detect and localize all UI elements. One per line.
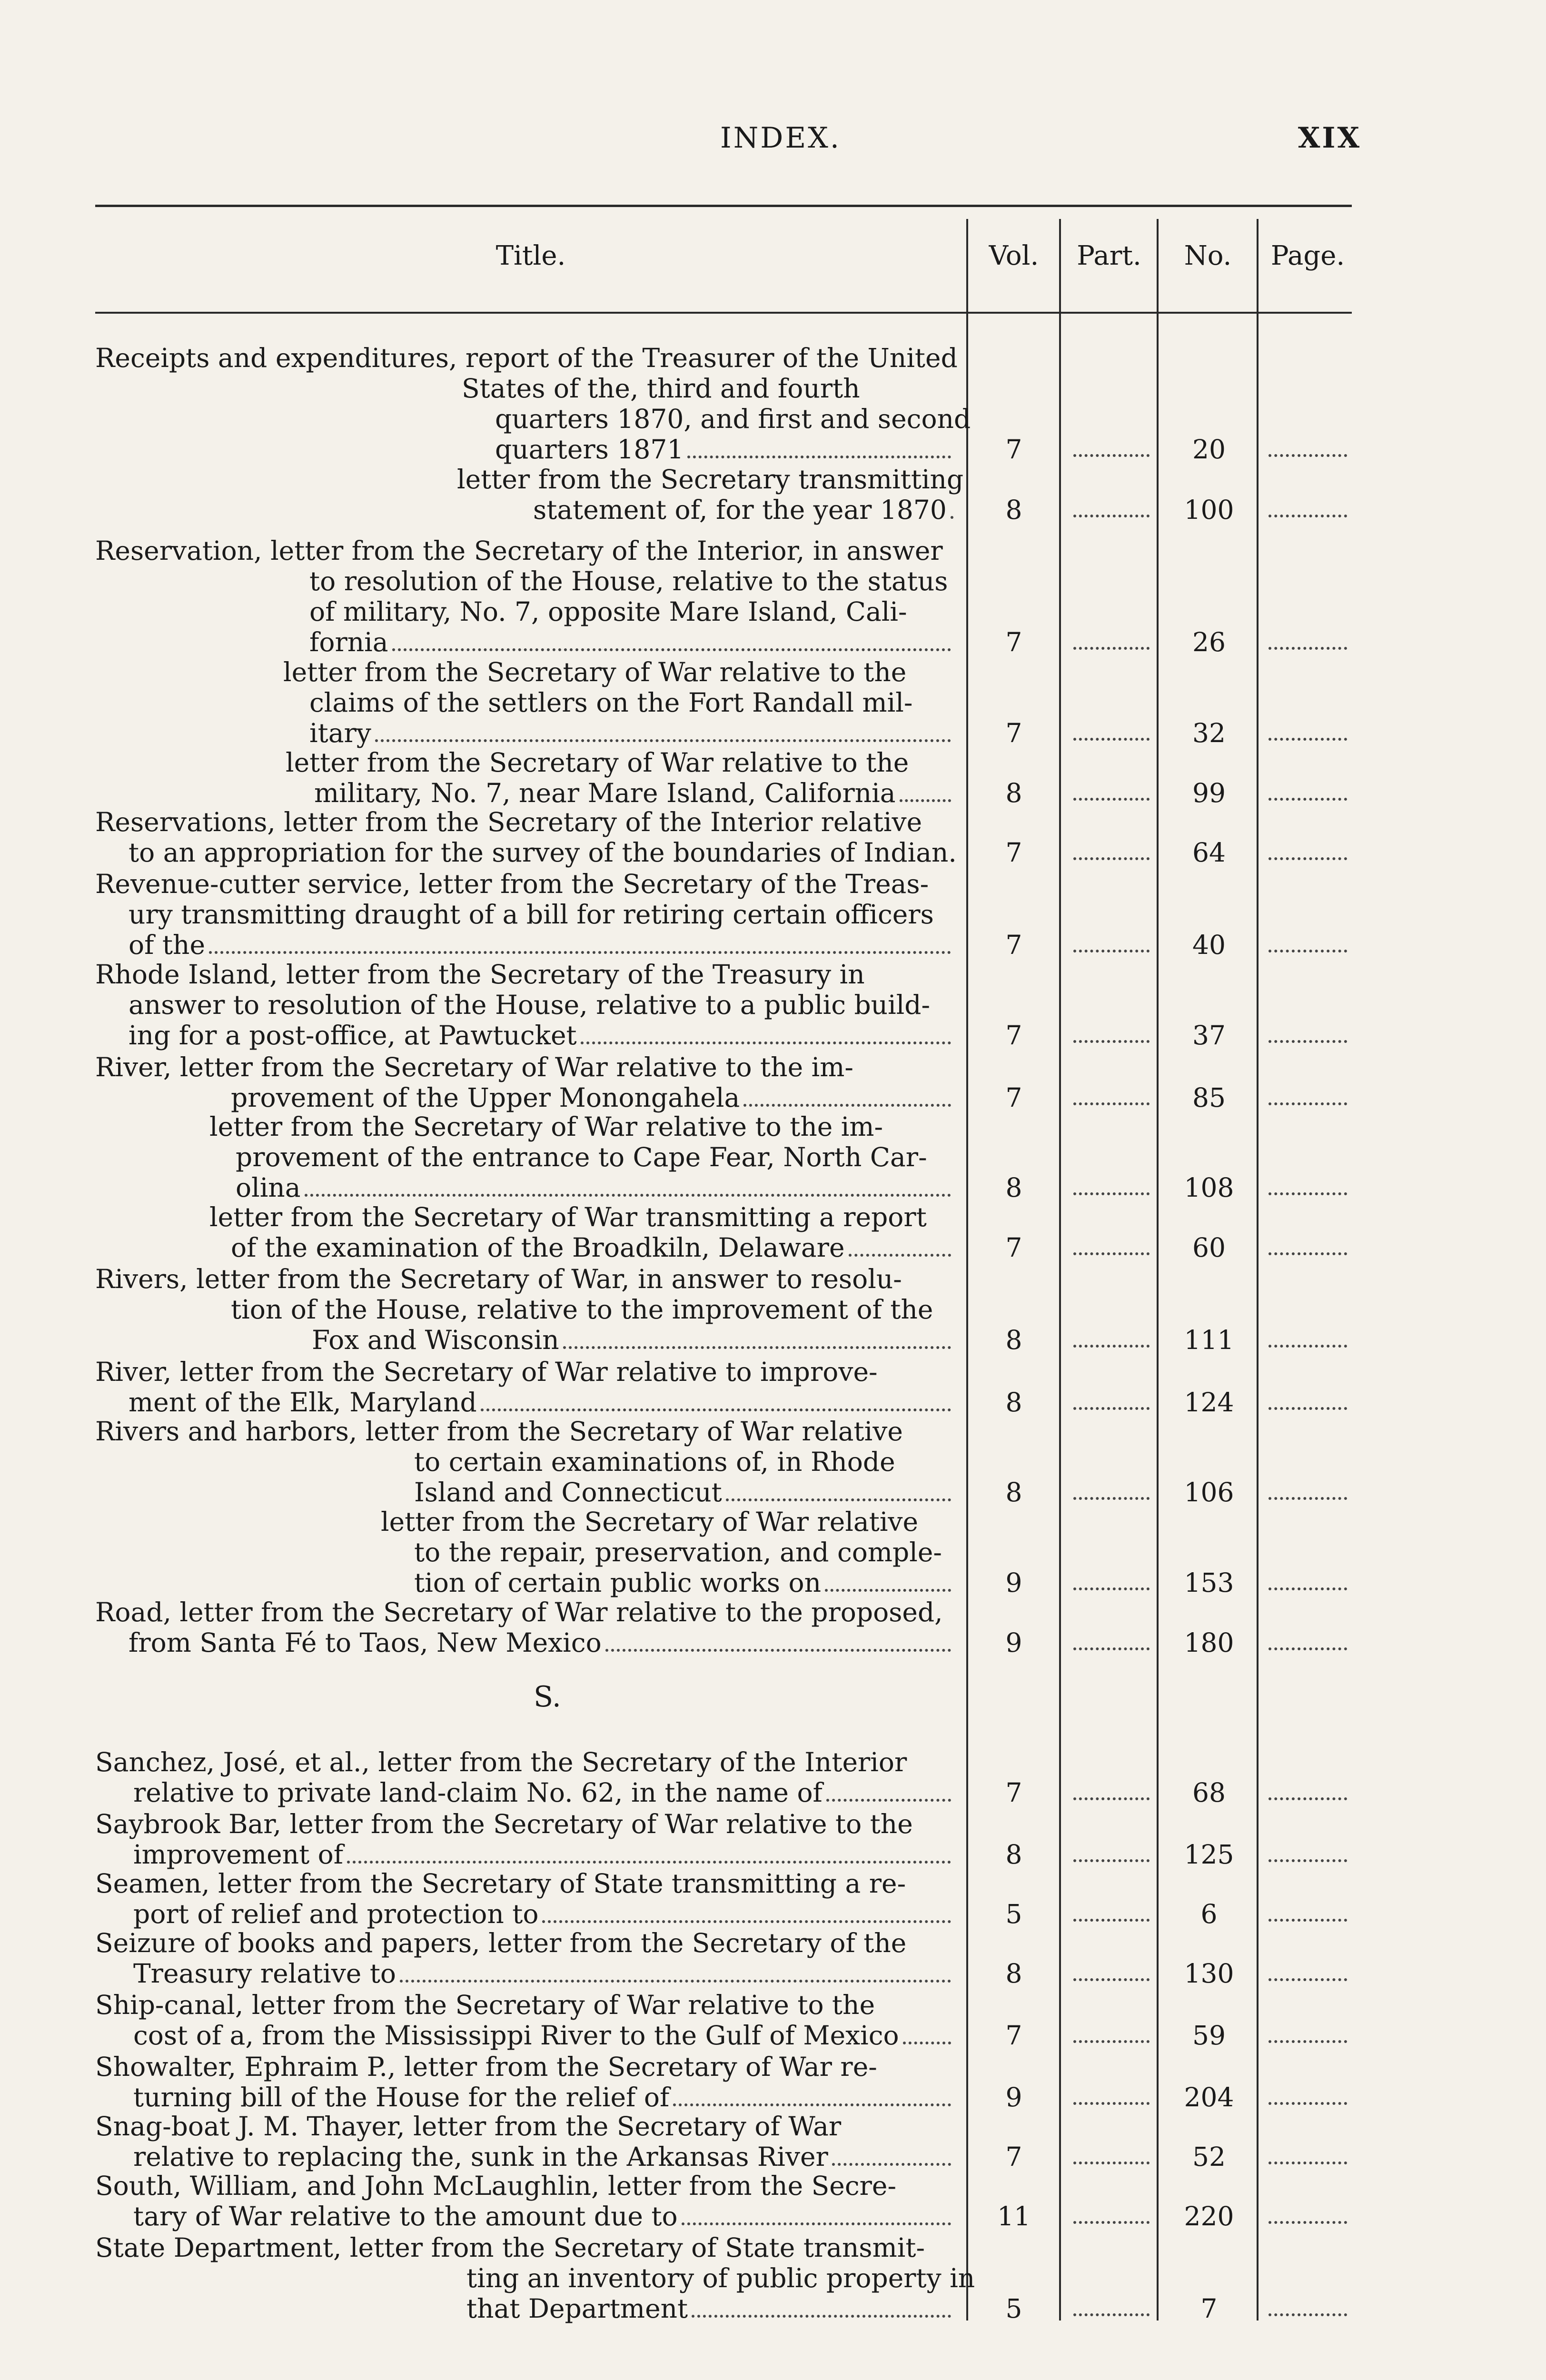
entry-part-blank	[1073, 1192, 1150, 1195]
entry-line	[95, 2293, 976, 2324]
entry-no: 7	[1200, 2293, 1218, 2324]
entry-part-blank	[1073, 2313, 1150, 2316]
dot-leader	[563, 1346, 951, 1349]
entry-text: to an appropriation for the survey of the boundaries of Indian.	[129, 837, 957, 868]
entry-line	[95, 536, 976, 566]
entry-page-blank	[1269, 2040, 1347, 2043]
entry-line	[95, 1172, 976, 1203]
entry-line	[95, 1082, 976, 1113]
entry-line	[95, 1264, 976, 1294]
dot-leader	[673, 2103, 951, 2106]
entry-no: 106	[1184, 1477, 1234, 1507]
entry-line	[95, 1325, 976, 1355]
index-entry	[95, 2111, 976, 2172]
entry-line	[95, 627, 976, 657]
entry-no: 125	[1184, 1839, 1234, 1870]
entry-line	[95, 1202, 976, 1232]
entry-text: Rhode Island, letter from the Secretary of the Treasury in	[95, 959, 865, 990]
entry-line	[95, 1294, 976, 1325]
entry-text: River, letter from the Secretary of War relative to the im-	[95, 1052, 853, 1082]
dot-leader	[682, 2222, 951, 2225]
entry-text: Saybrook Bar, letter from the Secretary of War relative to the	[95, 1809, 913, 1839]
entry-no: 40	[1192, 930, 1226, 960]
column-divider-no-page	[1257, 219, 1259, 2320]
index-entry	[95, 1747, 976, 1808]
index-entry	[95, 657, 976, 748]
index-entry	[95, 1928, 976, 1989]
entry-line	[95, 1597, 976, 1627]
entry-vol: 7	[1005, 1082, 1022, 1113]
index-entry	[95, 1868, 976, 1929]
entry-part-blank	[1073, 1252, 1150, 1255]
index-entry	[95, 1809, 976, 1870]
dot-leader	[481, 1408, 951, 1411]
entry-line	[95, 1627, 976, 1658]
entry-line	[95, 1567, 976, 1598]
index-entry	[95, 1111, 976, 1203]
entry-line	[95, 2020, 976, 2051]
entry-line	[95, 1416, 976, 1447]
entry-text: letter from the Secretary of War relative to the	[286, 747, 909, 778]
entry-text: Showalter, Ephraim P., letter from the Secretary of War re-	[95, 2052, 877, 2082]
entry-text: Sanchez, José, et al., letter from the Secretary of the Interior	[95, 1747, 907, 1777]
entry-part-blank	[1073, 2102, 1150, 2105]
entry-text: port of relief and protection to	[133, 1899, 539, 1929]
dot-leader	[581, 1041, 951, 1044]
column-divider-part-no	[1157, 219, 1159, 2320]
entry-line	[95, 1111, 976, 1142]
column-header-part: Part.	[1077, 240, 1141, 271]
column-divider-vol-part	[1059, 219, 1061, 2320]
header-rule	[95, 312, 1352, 314]
entry-line	[95, 1839, 976, 1870]
entry-vol: 8	[1005, 1958, 1022, 1989]
entry-no: 108	[1184, 1172, 1234, 1203]
entry-text: claims of the settlers on the Fort Randall mil-	[309, 687, 913, 718]
entry-line	[95, 2052, 976, 2082]
entry-line	[95, 1809, 976, 1839]
entry-line	[95, 1990, 976, 2020]
entry-line	[95, 2111, 976, 2142]
dot-leader	[400, 1980, 951, 1983]
entry-no: 220	[1184, 2201, 1234, 2231]
entry-text: fornia	[309, 627, 388, 657]
entry-page-blank	[1269, 2102, 1347, 2105]
entry-text: from Santa Fé to Taos, New Mexico	[129, 1627, 602, 1658]
entry-vol: 7	[1005, 1777, 1022, 1808]
entry-line	[95, 687, 976, 718]
entry-line	[95, 464, 976, 495]
entry-no: 68	[1192, 1777, 1226, 1808]
entry-text: State Department, letter from the Secretary of State transmit-	[95, 2232, 925, 2263]
entry-line	[95, 373, 976, 404]
entry-part-blank	[1073, 1859, 1150, 1862]
dot-leader	[209, 951, 951, 954]
entry-no: 124	[1184, 1387, 1234, 1418]
entry-part-blank	[1073, 1345, 1150, 1348]
entry-part-blank	[1073, 454, 1150, 457]
dot-leader	[392, 648, 951, 651]
entry-page-blank	[1269, 2313, 1347, 2316]
entry-text: cost of a, from the Mississippi River to the Gulf of Mexico	[133, 2020, 899, 2051]
entry-line	[95, 1537, 976, 1567]
top-rule	[95, 205, 1352, 207]
entry-line	[95, 990, 976, 1020]
entry-part-blank	[1073, 1919, 1150, 1922]
entry-page-blank	[1269, 1040, 1347, 1043]
entry-text: letter from the Secretary of War relative to the	[283, 657, 907, 687]
entry-vol: 8	[1005, 1477, 1022, 1507]
entry-page-blank	[1269, 1252, 1347, 1255]
entry-text: Rivers, letter from the Secretary of War, in answer to resolu-	[95, 1264, 902, 1294]
index-entry	[95, 1597, 976, 1658]
entry-vol: 7	[1005, 1020, 1022, 1051]
entry-part-blank	[1073, 1587, 1150, 1590]
entry-page-blank	[1269, 2221, 1347, 2224]
entry-text: letter from the Secretary transmitting	[457, 464, 964, 495]
entry-line	[95, 1052, 976, 1082]
entry-vol: 7	[1005, 627, 1022, 657]
dot-leader	[832, 2163, 951, 2166]
entry-vol: 8	[1005, 1325, 1022, 1355]
index-entry	[95, 1264, 976, 1355]
entry-line	[95, 1868, 976, 1899]
entry-vol: 9	[1005, 1567, 1022, 1598]
entry-vol: 8	[1005, 1839, 1022, 1870]
entry-part-blank	[1073, 1978, 1150, 1981]
entry-text: that Department	[466, 2293, 688, 2324]
entry-line	[95, 778, 976, 808]
index-entry	[95, 536, 976, 657]
entry-line	[95, 959, 976, 990]
entry-text: ment of the Elk, Maryland	[129, 1387, 477, 1418]
entry-line	[95, 404, 976, 434]
entry-line	[95, 2201, 976, 2231]
entry-line	[95, 1958, 976, 1989]
entry-line	[95, 2142, 976, 2172]
entry-text: ury transmitting draught of a bill for retiring certain officers	[129, 899, 934, 930]
entry-vol: 7	[1005, 930, 1022, 960]
entry-no: 20	[1192, 434, 1226, 465]
column-header-title: Title.	[496, 240, 566, 271]
entry-no: 111	[1184, 1325, 1234, 1355]
entry-vol: 7	[1005, 2020, 1022, 2051]
entry-part-blank	[1073, 2162, 1150, 2164]
entry-text: Snag-boat J. M. Thayer, letter from the Secretary of War	[95, 2111, 842, 2142]
entry-line	[95, 930, 976, 960]
entry-text: to resolution of the House, relative to the status	[309, 566, 948, 596]
entry-text: Reservation, letter from the Secretary of the Interior, in answer	[95, 536, 943, 566]
entry-page-blank	[1269, 1919, 1347, 1922]
index-entry	[95, 1202, 976, 1263]
entry-vol: 8	[1005, 495, 1022, 525]
entry-line	[95, 1020, 976, 1051]
entry-text: of military, No. 7, opposite Mare Island, Cali-	[309, 596, 907, 627]
entry-text: States of the, third and fourth	[462, 373, 860, 404]
entry-text: Seamen, letter from the Secretary of State transmitting a re-	[95, 1868, 906, 1899]
entry-line	[95, 1387, 976, 1418]
entry-page-blank	[1269, 857, 1347, 860]
entry-vol: 7	[1005, 718, 1022, 748]
entry-vol: 5	[1005, 1899, 1022, 1929]
entry-part-blank	[1073, 2221, 1150, 2224]
index-entry	[95, 869, 976, 960]
entry-part-blank	[1073, 1497, 1150, 1500]
entry-text: letter from the Secretary of War transmitting a report	[209, 1202, 927, 1232]
entry-text: statement of, for the year 1870	[533, 495, 947, 525]
entry-text: Fox and Wisconsin	[312, 1325, 559, 1355]
entry-vol: 8	[1005, 1387, 1022, 1418]
entry-page-blank	[1269, 515, 1347, 517]
entry-part-blank	[1073, 738, 1150, 741]
entry-page-blank	[1269, 1102, 1347, 1105]
entry-text: tary of War relative to the amount due to	[133, 2201, 678, 2231]
entry-page-blank	[1269, 798, 1347, 801]
entry-page-blank	[1269, 1497, 1347, 1500]
entry-no: 180	[1184, 1627, 1234, 1658]
index-entry	[95, 2052, 976, 2112]
entry-line	[95, 2082, 976, 2112]
entry-text: Road, letter from the Secretary of War relative to the proposed,	[95, 1597, 943, 1627]
entry-vol: 7	[1005, 2142, 1022, 2172]
entry-page-blank	[1269, 1978, 1347, 1981]
entry-vol: 7	[1005, 837, 1022, 868]
entry-text: of the examination of the Broadkiln, Delaware	[231, 1232, 845, 1263]
entry-line	[95, 837, 976, 868]
entry-part-blank	[1073, 798, 1150, 801]
index-entry	[95, 1416, 976, 1507]
entry-no: 99	[1192, 778, 1226, 808]
entry-text: ting an inventory of public property in	[466, 2263, 975, 2293]
entry-line	[95, 747, 976, 778]
entry-page-blank	[1269, 1345, 1347, 1348]
entry-vol: 8	[1005, 1172, 1022, 1203]
entry-no: 64	[1192, 837, 1226, 868]
entry-line	[95, 869, 976, 899]
dot-leader	[825, 1589, 951, 1592]
dot-leader	[726, 1498, 951, 1501]
entry-no: 6	[1200, 1899, 1218, 1929]
entry-page-blank	[1269, 950, 1347, 952]
entry-text: Ship-canal, letter from the Secretary of War relative to the	[95, 1990, 875, 2020]
entry-part-blank	[1073, 1797, 1150, 1800]
entry-vol: 9	[1005, 2082, 1022, 2112]
index-entry	[95, 747, 976, 808]
entry-vol: 7	[1005, 434, 1022, 465]
entry-text: to the repair, preservation, and comple-	[414, 1537, 942, 1567]
entry-text: Island and Connecticut	[414, 1477, 722, 1507]
index-entry	[95, 959, 976, 1051]
entry-no: 100	[1184, 495, 1234, 525]
entry-page-blank	[1269, 2162, 1347, 2164]
column-header-no: No.	[1184, 240, 1232, 271]
entry-no: 204	[1184, 2082, 1234, 2112]
entry-no: 32	[1192, 718, 1226, 748]
entry-text: Rivers and harbors, letter from the Secretary of War relative	[95, 1416, 903, 1447]
entry-part-blank	[1073, 647, 1150, 650]
entry-text: tion of the House, relative to the improvement of the	[231, 1294, 933, 1325]
entry-text: quarters 1870, and first and second	[495, 404, 971, 434]
column-header-page: Page.	[1270, 240, 1345, 271]
entry-page-blank	[1269, 454, 1347, 457]
entry-text: provement of the Upper Monongahela	[231, 1082, 740, 1113]
entry-text: relative to replacing the, sunk in the Arkansas River	[133, 2142, 828, 2172]
entry-line	[95, 718, 976, 748]
entry-text: tion of certain public works on	[414, 1567, 822, 1598]
index-entry	[95, 807, 976, 868]
entry-line	[95, 1477, 976, 1507]
entry-line	[95, 1777, 976, 1808]
dot-leader	[692, 2315, 951, 2318]
entry-text: Revenue-cutter service, letter from the Secretary of the Treas-	[95, 869, 929, 899]
index-entry	[95, 1990, 976, 2051]
running-head	[0, 121, 1546, 174]
entry-line	[95, 1357, 976, 1387]
entry-part-blank	[1073, 1040, 1150, 1043]
entry-no: 26	[1192, 627, 1226, 657]
entry-page-blank	[1269, 1859, 1347, 1862]
dot-leader	[903, 2042, 951, 2044]
entry-page-blank	[1269, 1647, 1347, 1650]
entry-no: 52	[1192, 2142, 1226, 2172]
dot-leader	[743, 1104, 951, 1107]
entry-line	[95, 434, 976, 465]
entry-line	[95, 1507, 976, 1537]
entry-text: Reservations, letter from the Secretary of the Interior relative	[95, 807, 922, 837]
entry-page-blank	[1269, 1797, 1347, 1800]
entry-text: of the	[129, 930, 206, 960]
entry-line	[95, 566, 976, 596]
dot-leader	[375, 739, 951, 742]
index-entry	[95, 343, 976, 465]
entry-no: 85	[1192, 1082, 1226, 1113]
index-entry	[95, 1052, 976, 1113]
entry-line	[95, 657, 976, 687]
entry-vol: 7	[1005, 1232, 1022, 1263]
entry-page-blank	[1269, 738, 1347, 741]
entry-line	[95, 1899, 976, 1929]
entry-line	[95, 1447, 976, 1477]
entry-text: South, William, and John McLaughlin, letter from the Secre-	[95, 2171, 897, 2201]
entry-vol: 9	[1005, 1627, 1022, 1658]
entry-line	[95, 1142, 976, 1172]
entry-part-blank	[1073, 2040, 1150, 2043]
entry-vol: 8	[1005, 778, 1022, 808]
entry-part-blank	[1073, 857, 1150, 860]
entry-text: turning bill of the House for the relief of	[133, 2082, 670, 2112]
entry-no: 59	[1192, 2020, 1226, 2051]
section-letter: S.	[533, 1680, 562, 1714]
entry-text: military, No. 7, near Mare Island, California	[314, 778, 896, 808]
entry-line	[95, 2171, 976, 2201]
entry-line	[95, 1928, 976, 1958]
dot-leader	[900, 799, 951, 802]
entry-page-blank	[1269, 1587, 1347, 1590]
entry-no: 37	[1192, 1020, 1226, 1051]
entry-text: letter from the Secretary of War relative	[381, 1507, 919, 1537]
entry-line	[95, 2263, 976, 2293]
entry-line	[95, 343, 976, 373]
entry-no: 130	[1184, 1958, 1234, 1989]
entry-page-blank	[1269, 1407, 1347, 1410]
entry-line	[95, 495, 976, 525]
entry-part-blank	[1073, 1647, 1150, 1650]
entry-text: River, letter from the Secretary of War relative to improve-	[95, 1357, 878, 1387]
dot-leader	[542, 1920, 951, 1923]
entry-text: letter from the Secretary of War relative to the im-	[209, 1111, 883, 1142]
entry-line	[95, 596, 976, 627]
entry-text: ing for a post-office, at Pawtucket	[129, 1020, 577, 1051]
index-entry	[95, 2232, 976, 2324]
entry-line	[95, 1232, 976, 1263]
entry-text: to certain examinations of, in Rhode	[414, 1447, 895, 1477]
entry-page-blank	[1269, 1192, 1347, 1195]
entry-line	[95, 2232, 976, 2263]
dot-leader	[687, 456, 951, 458]
entry-text: relative to private land-claim No. 62, in the name of	[133, 1777, 823, 1808]
entry-text: olina	[236, 1172, 301, 1203]
page-numeral: XIX	[1298, 121, 1361, 155]
entry-line	[95, 807, 976, 837]
index-entry	[95, 1357, 976, 1418]
entry-text: Seizure of books and papers, letter from the Secretary of the	[95, 1928, 907, 1958]
entry-text: quarters 1871	[495, 434, 684, 465]
dot-leader	[826, 1799, 951, 1802]
entry-text: improvement of	[133, 1839, 344, 1870]
entry-text: itary	[309, 718, 371, 748]
index-entry	[95, 464, 976, 525]
entry-vol: 5	[1005, 2293, 1022, 2324]
index-entry	[95, 2171, 976, 2231]
entry-vol: 11	[997, 2201, 1031, 2231]
entry-text: Treasury relative to	[133, 1958, 396, 1989]
entry-no: 153	[1184, 1567, 1234, 1598]
entry-no: 60	[1192, 1232, 1226, 1263]
entry-part-blank	[1073, 950, 1150, 952]
dot-leader	[347, 1861, 951, 1864]
entry-page-blank	[1269, 647, 1347, 650]
index-entry	[95, 1507, 976, 1598]
entry-text: answer to resolution of the House, relative to a public build-	[129, 990, 931, 1020]
entry-part-blank	[1073, 1407, 1150, 1410]
entry-text: Receipts and expenditures, report of the Treasurer of the United	[95, 343, 958, 373]
entry-part-blank	[1073, 515, 1150, 517]
entry-text: provement of the entrance to Cape Fear, North Car-	[236, 1142, 927, 1172]
dot-leader	[305, 1194, 951, 1197]
entry-line	[95, 1747, 976, 1777]
entry-part-blank	[1073, 1102, 1150, 1105]
dot-leader	[849, 1254, 951, 1257]
entry-line	[95, 899, 976, 930]
dot-leader	[605, 1649, 951, 1652]
column-header-vol: Vol.	[989, 240, 1039, 271]
running-title: INDEX.	[720, 121, 841, 155]
